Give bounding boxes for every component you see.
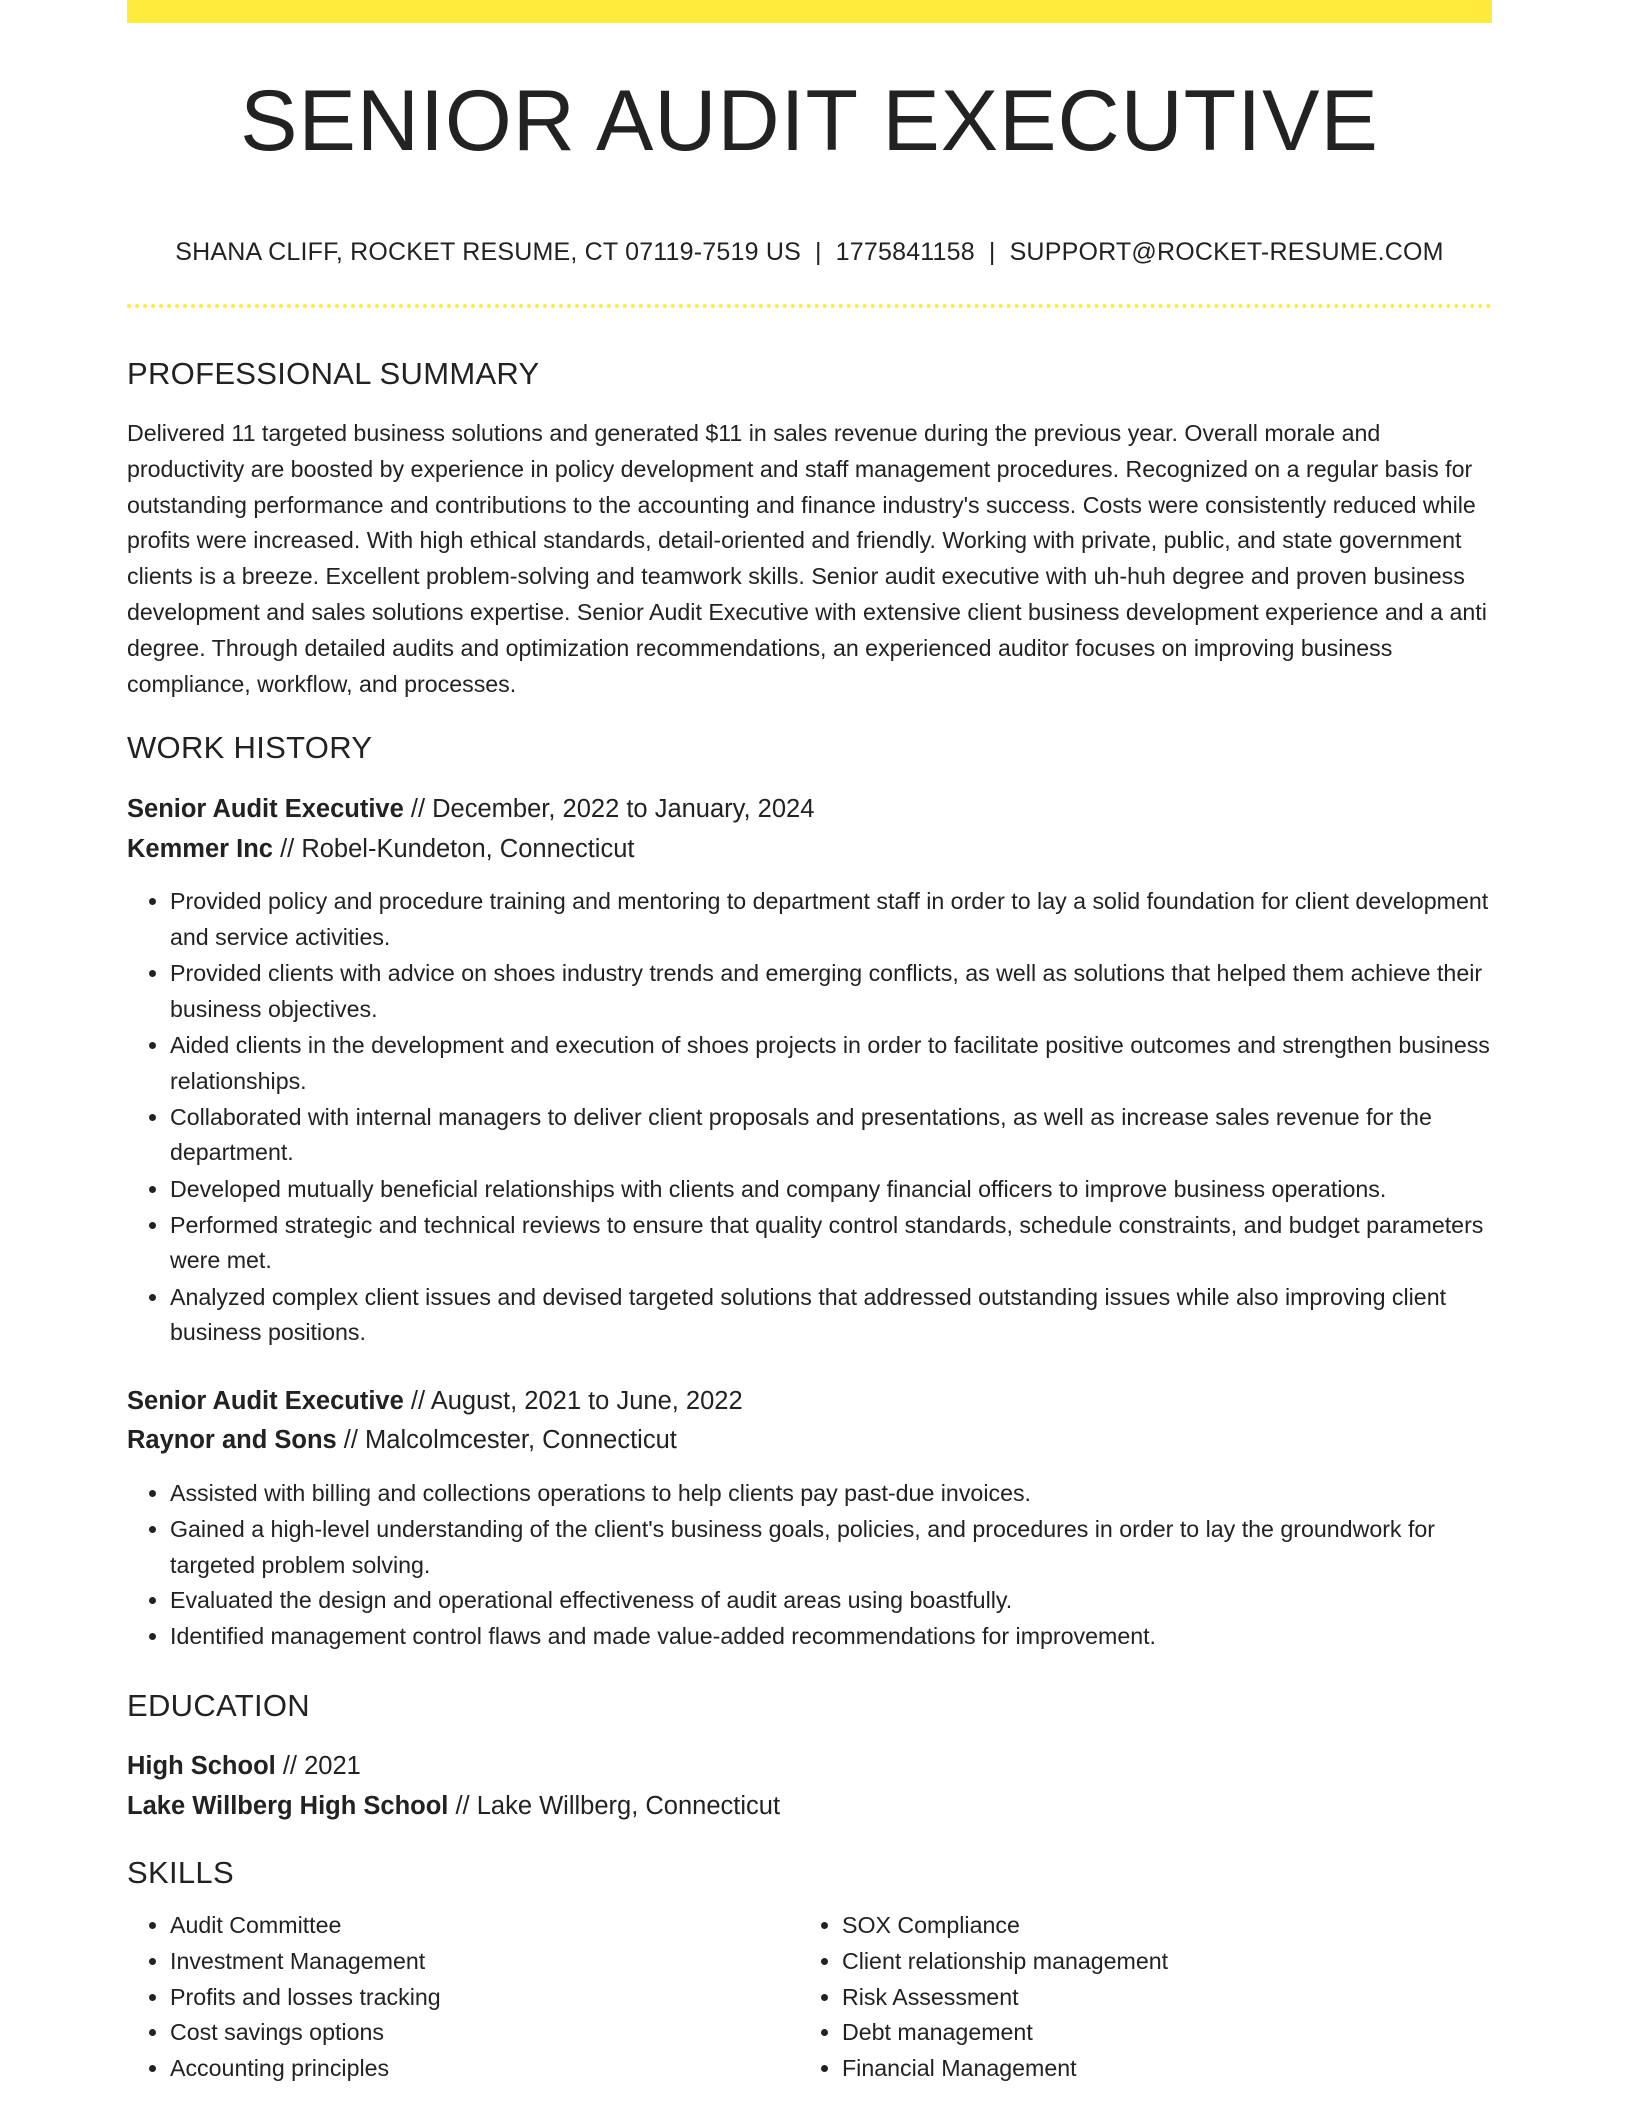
job-title: Senior Audit Executive <box>127 1387 404 1415</box>
list-item: • Provided policy and procedure training and mentoring to department staff in order to lay a solid foundation for client development and service activities. <box>170 884 1492 956</box>
skills-column-1 <box>127 1908 727 2087</box>
resume-title: SENIOR AUDIT EXECUTIVE <box>240 73 1379 169</box>
skills-heading: SKILLS <box>127 1855 234 1890</box>
list-item: • Assisted with billing and collections operations to help clients pay past-due invoices. <box>170 1476 1492 1512</box>
list-item: • Investment Management <box>170 1944 727 1980</box>
top-accent-bar <box>127 0 1492 23</box>
job-bullets <box>127 884 1492 1351</box>
job-company: Raynor and Sons <box>127 1426 337 1454</box>
list-item: • Collaborated with internal managers to deliver client proposals and presentations, as well as increase sales revenue for the department. <box>170 1100 1492 1172</box>
list-item: • Performed strategic and technical reviews to ensure that quality control standards, schedule constraints, and budget parameters were met. <box>170 1208 1492 1280</box>
list-item: • Analyzed complex client issues and devised targeted solutions that addressed outstanding issues while also improving client business positions. <box>170 1280 1492 1352</box>
education-year: // 2021 <box>275 1752 361 1780</box>
education-school-line <box>127 1792 780 1821</box>
job-dates: // December, 2022 to January, 2024 <box>403 795 815 823</box>
job-location: // Malcolmcester, Connecticut <box>336 1426 677 1454</box>
list-item: • Aided clients in the development and execution of shoes projects in order to facilitate positive outcomes and strengthen business relationships. <box>170 1028 1492 1100</box>
job-dates: // August, 2021 to June, 2022 <box>403 1387 743 1415</box>
job-company: Kemmer Inc <box>127 835 273 863</box>
job-location: // Robel-Kundeton, Connecticut <box>272 835 635 863</box>
contact-address: SHANA CLIFF, ROCKET RESUME, CT 07119-7519 US <box>175 238 801 266</box>
work-history-heading: WORK HISTORY <box>127 730 373 765</box>
job-bullets <box>127 1476 1492 1655</box>
job-title-line <box>127 1387 743 1416</box>
contact-line <box>127 238 1492 267</box>
list-item: • Client relationship management <box>842 1944 1399 1980</box>
dotted-divider <box>127 304 1492 308</box>
job-company-line <box>127 835 634 864</box>
contact-email: SUPPORT@ROCKET-RESUME.COM <box>1009 238 1444 266</box>
job-company-line <box>127 1426 677 1455</box>
list-item: • Developed mutually beneficial relationships with clients and company financial officers to improve business operations. <box>170 1172 1492 1208</box>
contact-phone: 1775841158 <box>835 238 975 266</box>
list-item: • Risk Assessment <box>842 1980 1399 2016</box>
list-item: • Debt management <box>842 2015 1399 2051</box>
list-item: • SOX Compliance <box>842 1908 1399 1944</box>
summary-heading: PROFESSIONAL SUMMARY <box>127 356 540 391</box>
list-item: • Gained a high-level understanding of the client's business goals, policies, and procedures in order to lay the groundwork for targeted problem solving. <box>170 1512 1492 1584</box>
contact-separator: | <box>988 238 996 266</box>
contact-separator: | <box>814 238 822 266</box>
education-degree: High School <box>127 1752 276 1780</box>
list-item: • Provided clients with advice on shoes industry trends and emerging conflicts, as well as solutions that helped them achieve their business objectives. <box>170 956 1492 1028</box>
education-school: Lake Willberg High School <box>127 1792 449 1820</box>
list-item: • Identified management control flaws and made value-added recommendations for improvement. <box>170 1619 1492 1655</box>
education-degree-line <box>127 1752 361 1781</box>
list-item: • Accounting principles <box>170 2051 727 2087</box>
skills-column-2 <box>799 1908 1399 2087</box>
list-item: • Cost savings options <box>170 2015 727 2051</box>
list-item: • Audit Committee <box>170 1908 727 1944</box>
job-title-line <box>127 795 814 824</box>
education-location: // Lake Willberg, Connecticut <box>448 1792 781 1820</box>
list-item: • Profits and losses tracking <box>170 1980 727 2016</box>
education-heading: EDUCATION <box>127 1688 310 1723</box>
list-item: • Evaluated the design and operational effectiveness of audit areas using boastfully. <box>170 1583 1492 1619</box>
list-item: • Financial Management <box>842 2051 1399 2087</box>
job-title: Senior Audit Executive <box>127 795 404 823</box>
summary-text: Delivered 11 targeted business solutions and generated $11 in sales revenue during the previous year. Overall morale and productivity are boosted by experience in policy development and staff management procedures. Recognized on a regular basis for outstanding performance and contributions to the accounting and finance industry's success. Costs were consistently reduced while profits were increased. With high ethical standards, detail-oriented and friendly. Working with private, public, and state government clients is a breeze. Excellent problem-solving and teamwork skills. Senior audit executive with uh-huh degree and proven business development and sales solutions expertise. Senior Audit Executive with extensive client business development experience and a anti degree. Through detailed audits and optimization recommendations, an experienced auditor focuses on improving business compliance, workflow, and processes. <box>127 420 1487 697</box>
